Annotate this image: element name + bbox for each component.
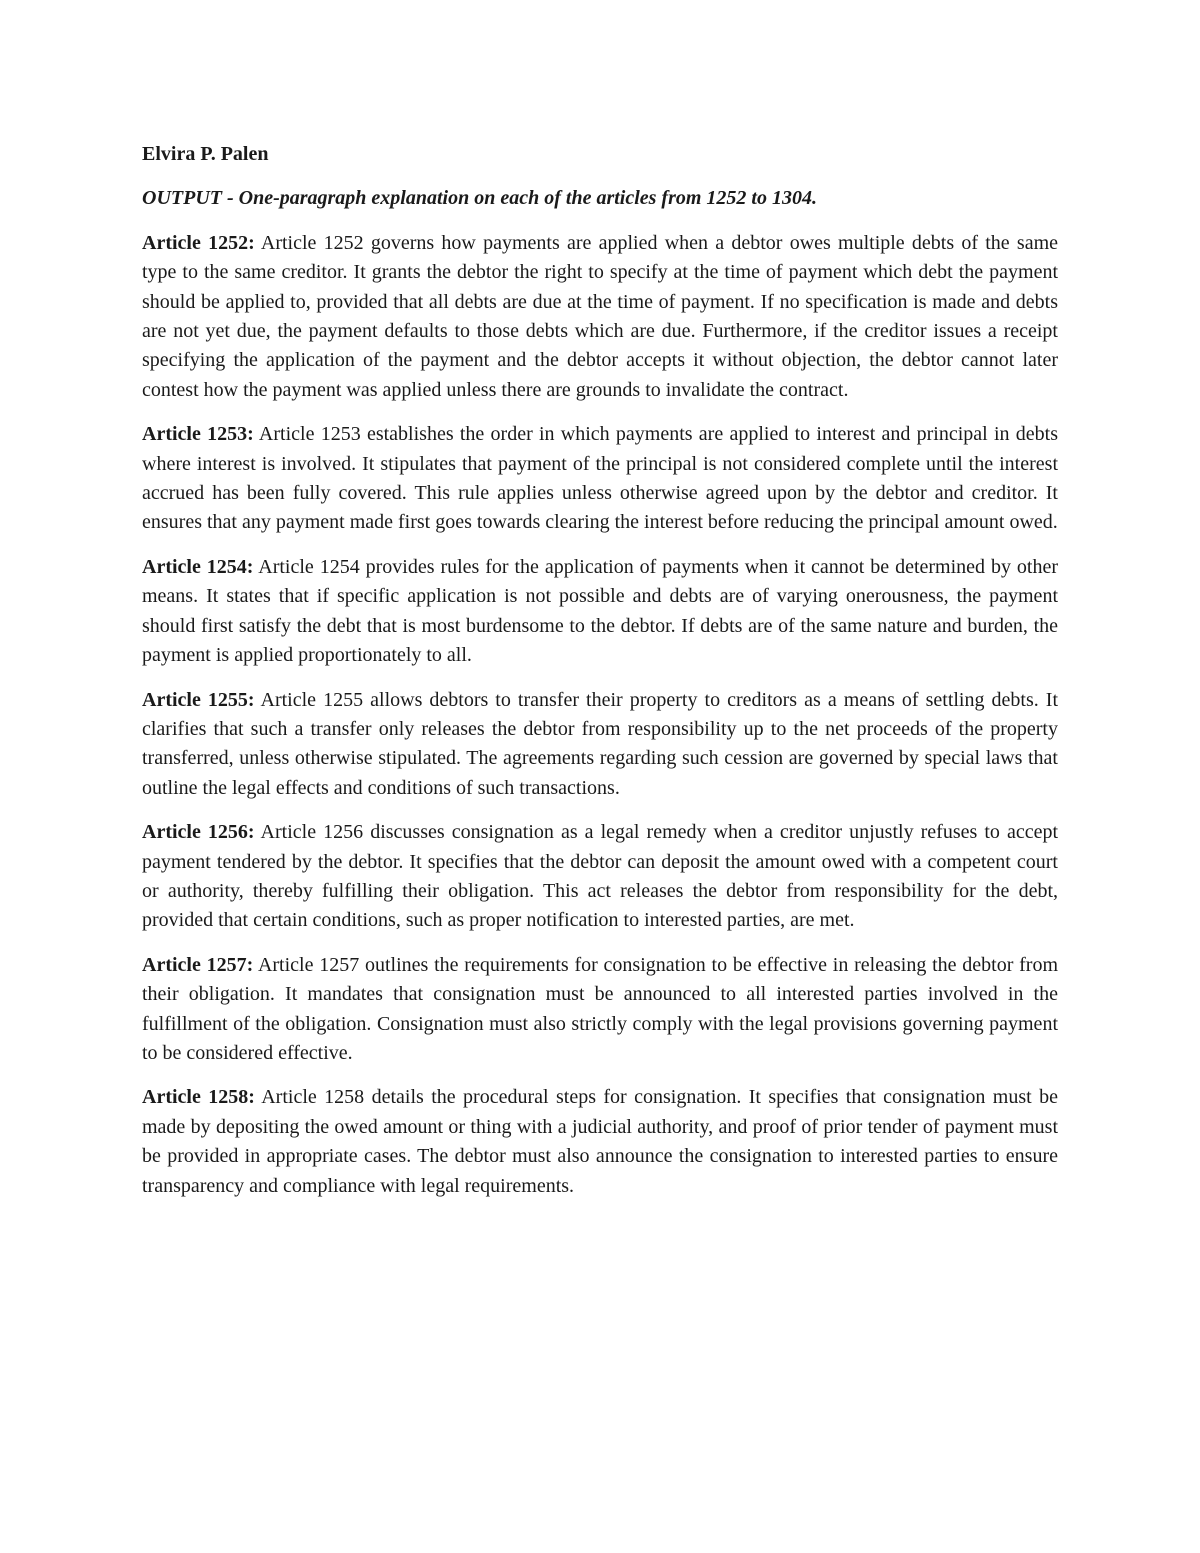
article-body: Article 1257 outlines the requirements for consignation to be effective in releasing the debtor from their obligation. It mandates that consignation must be announced to all interested parties involved in the fulfillment of the obligation. Consignation must also strictly comply with the legal provisions governing payment to be considered effective. [142,953,1059,1064]
article-paragraph-1256 [142,818,1058,936]
article-heading: Article 1254: [142,555,254,578]
article-heading: Article 1256: [142,821,255,844]
document-subtitle: OUTPUT - One-paragraph explanation on each of the articles from 1252 to 1304. [142,187,817,210]
article-body: Article 1258 details the procedural steps for consignation. It specifies that consignation must be made by depositing the owed amount or thing with a judicial authority, and proof of prior tender of payment must be provided in appropriate cases. The debtor must also announce the consignation to interested parties to ensure transparency and compliance with legal requirements. [142,1086,1058,1197]
article-paragraph-1257 [142,951,1058,1069]
article-paragraph-1255 [142,686,1058,804]
article-body: Article 1253 establishes the order in which payments are applied to interest and principal in debts where interest is involved. It stipulates that payment of the principal is not considered complete until the interest accrued has been fully covered. This rule applies unless otherwise agreed upon by the debtor and creditor. It ensures that any payment made first goes towards clearing the interest before reducing the principal amount owed. [142,423,1058,534]
article-heading: Article 1253: [142,423,254,446]
article-body: Article 1254 provides rules for the application of payments when it cannot be determined by other means. It states that if specific application is not possible and debts are of varying onerousness, the payment should first satisfy the debt that is most burdensome to the debtor. If debts are of the same nature and burden, the payment is applied proportionately to all. [142,555,1058,667]
article-body: Article 1256 discusses consignation as a legal remedy when a creditor unjustly refuses to accept payment tendered by the debtor. It specifies that the debtor can deposit the amount owed with a competent court or authority, thereby fulfilling their obligation. This act releases the debtor from responsibility for the debt, provided that certain conditions, such as proper notification to interested parties, are met. [142,821,1059,932]
article-body: Article 1252 governs how payments are applied when a debtor owes multiple debts of the same type to the same creditor. It grants the debtor the right to specify at the time of payment which debt the payment should be applied to, provided that all debts are due at the time of payment. If no specification is made and debts are not yet due, the payment defaults to those debts which are due. Furthermore, if the creditor issues a receipt specifying the application of the payment and the debtor accepts it without objection, the debtor cannot later contest how the payment was applied unless there are grounds to invalidate the contract. [142,231,1059,401]
article-paragraph-1252 [142,229,1058,405]
author-name: Elvira P. Palen [142,143,269,165]
article-heading: Article 1257: [142,953,254,976]
article-paragraph-1253 [142,420,1058,538]
document-page [142,140,1058,1216]
article-heading: Article 1258: [142,1086,255,1109]
article-heading: Article 1255: [142,688,255,711]
article-heading: Article 1252: [142,231,255,254]
article-paragraph-1254 [142,553,1058,671]
article-paragraph-1258 [142,1083,1058,1201]
article-body: Article 1255 allows debtors to transfer their property to creditors as a means of settling debts. It clarifies that such a transfer only releases the debtor from responsibility up to the net proceeds of the property transferred, unless otherwise stipulated. The agreements regarding such cession are governed by special laws that outline the legal effects and conditions of such transactions. [142,688,1059,799]
